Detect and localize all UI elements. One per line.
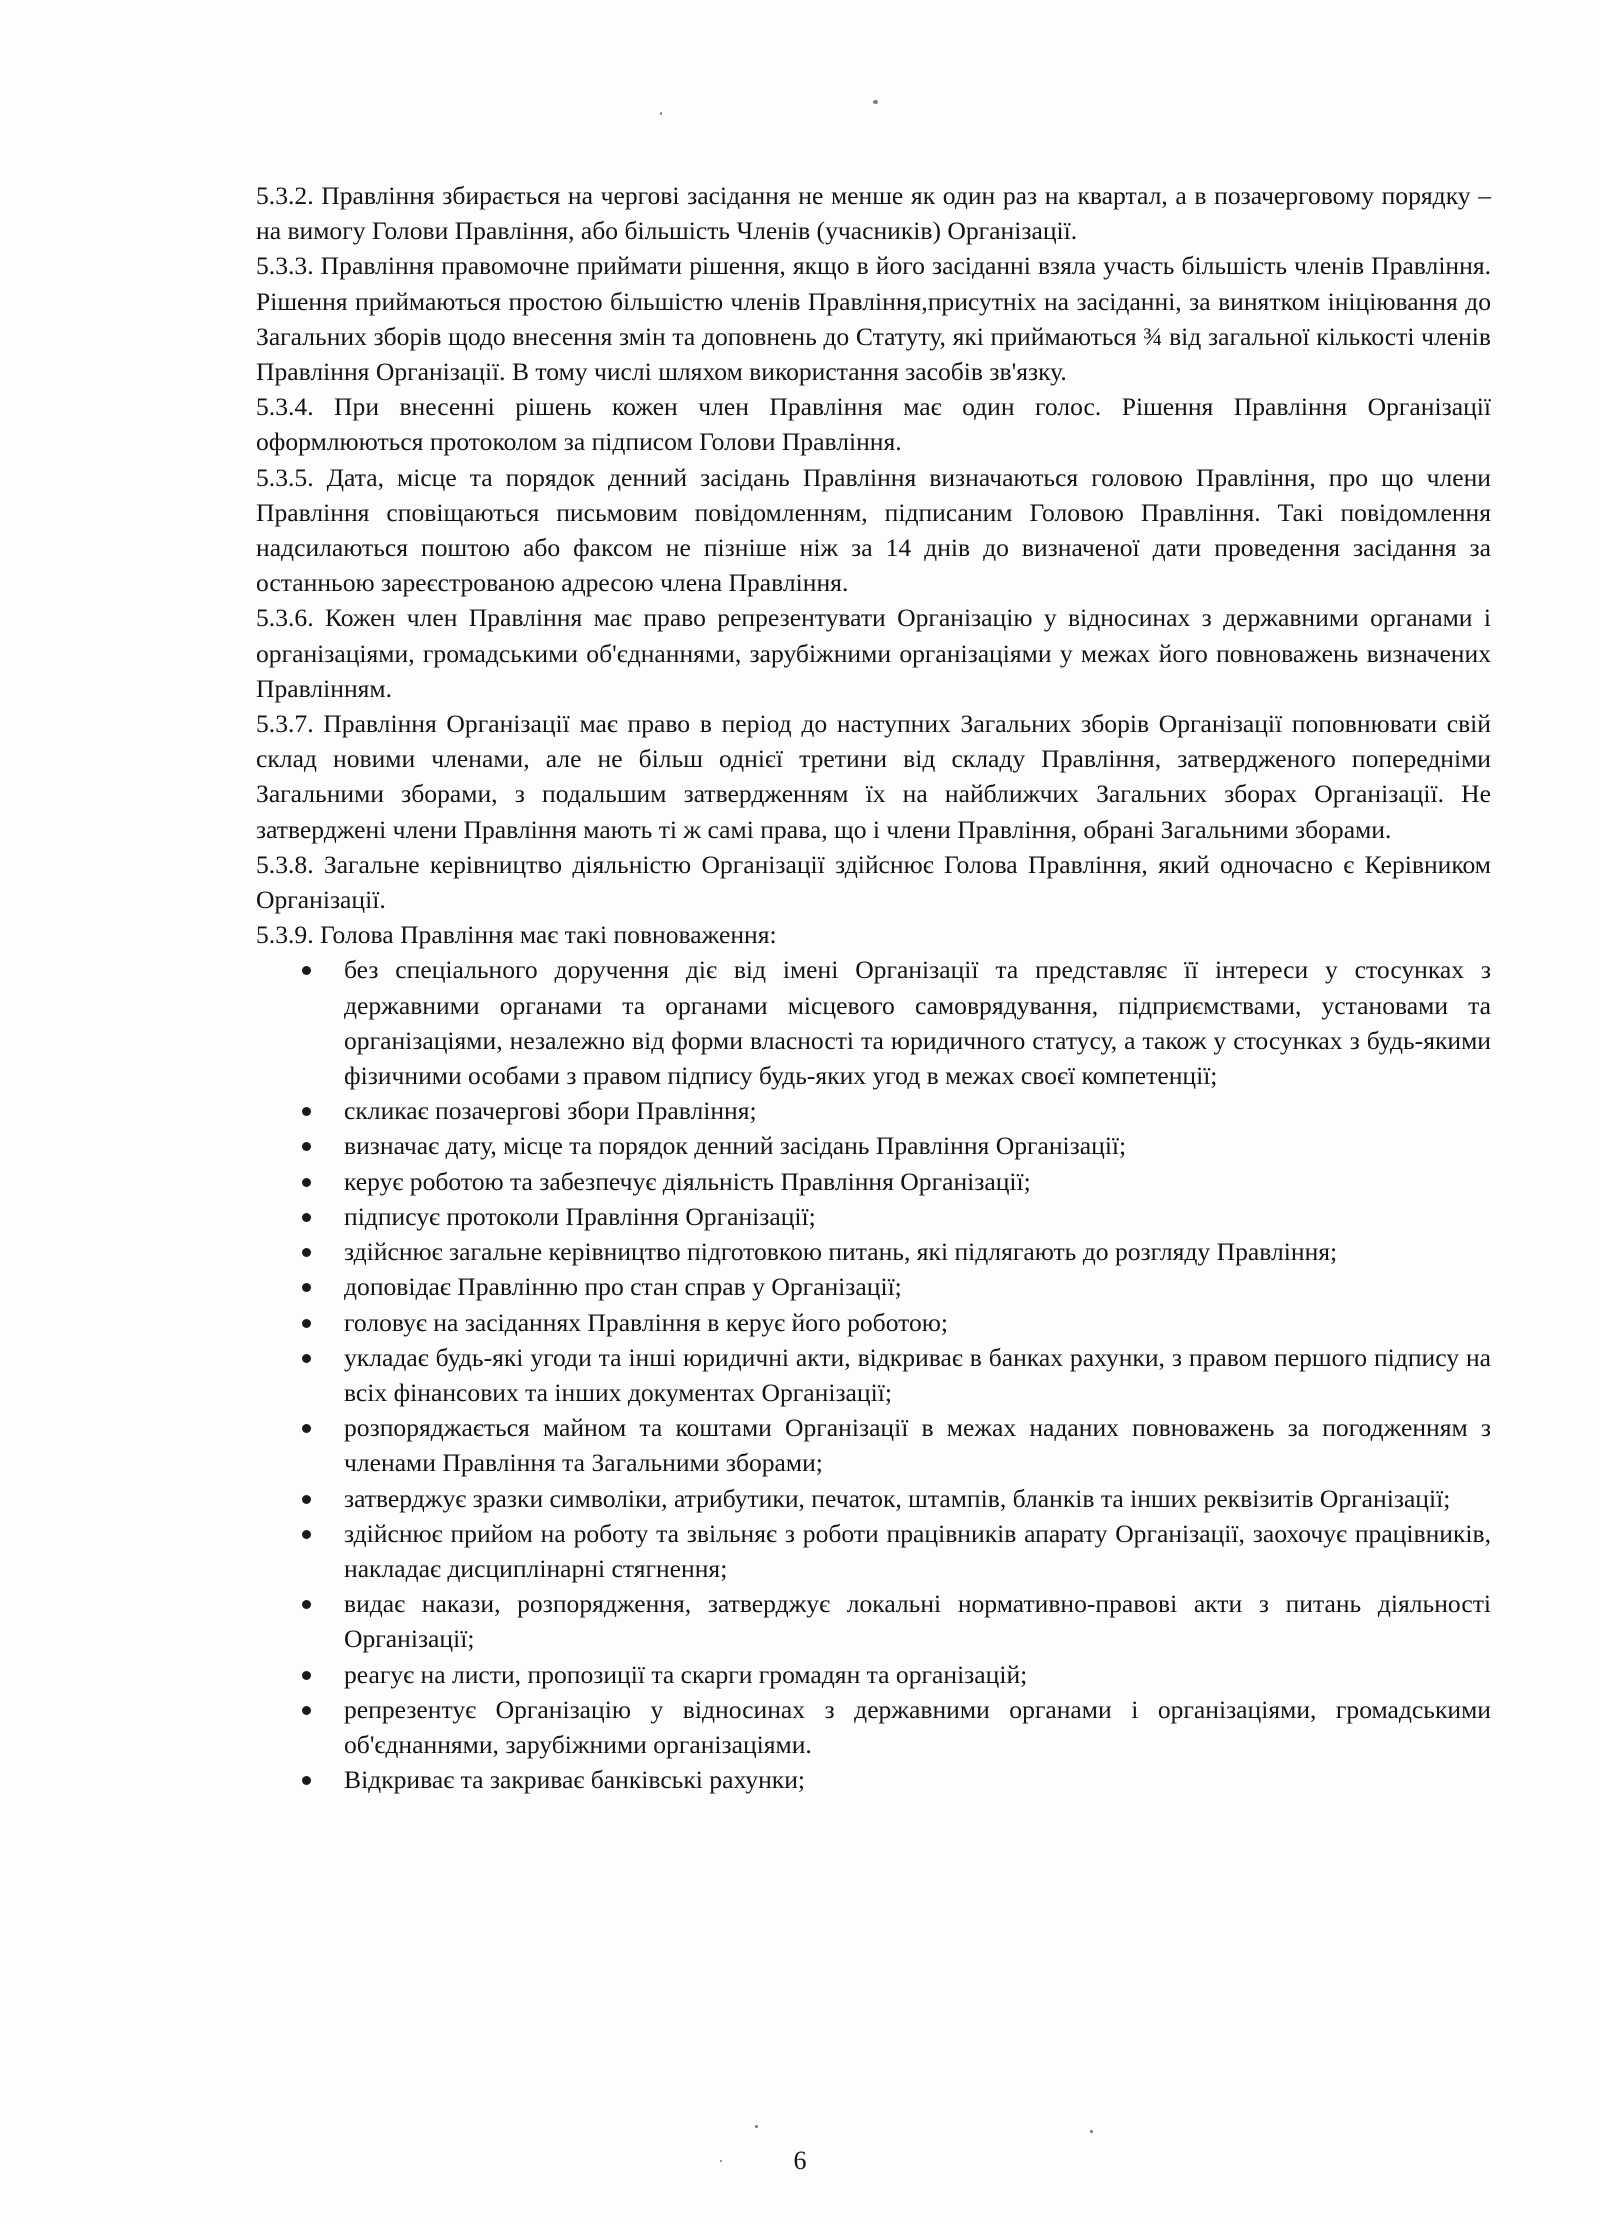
list-item — [256, 1128, 1491, 1163]
page-number: 6 — [793, 2146, 807, 2175]
powers-list — [256, 952, 1491, 1797]
list-item-text: видає накази, розпорядження, затверджує локальні нормативно-правові акти з питань діяльності Організації; — [344, 1589, 1491, 1654]
list-item — [256, 1305, 1491, 1340]
list-item — [256, 1481, 1491, 1516]
bullet-icon — [302, 1671, 311, 1680]
bullet-icon — [302, 1706, 311, 1715]
list-item-text: керує роботою та забезпечує діяльність Правління Організації; — [344, 1166, 1031, 1196]
paragraph-5-3-6: 5.3.6. Кожен член Правління має право репрезентувати Організацію у відносинах з державними органами і організаціями, громадськими об'єднаннями, зарубіжними організаціями у межах його повноважень визначених Правлінням. — [256, 603, 1491, 703]
paragraph-5-3-9: 5.3.9. Голова Правління має такі повноваження: — [256, 920, 777, 950]
list-item-text: доповідає Правлінню про стан справ у Організації; — [344, 1272, 902, 1302]
list-item-text: затверджує зразки символіки, атрибутики, печаток, штампів, бланків та інших реквізитів Організації; — [344, 1483, 1451, 1513]
scan-speck — [873, 100, 878, 104]
bullet-icon — [302, 1530, 311, 1539]
bullet-icon — [302, 1495, 311, 1504]
bullet-icon — [302, 1354, 311, 1363]
bullet-icon — [302, 1178, 311, 1187]
list-item-text: визначає дату, місце та порядок денний засідань Правління Організації; — [344, 1131, 1127, 1161]
list-item-text: Відкриває та закриває банківські рахунки; — [344, 1765, 806, 1795]
bullet-icon — [302, 1248, 311, 1257]
bullet-icon — [302, 1213, 311, 1222]
paragraph-5-3-5: 5.3.5. Дата, місце та порядок денний засідань Правління визначаються головою Правління, про що члени Правління сповіщаються письмовим повідомленням, підписаним Головою Правління. Такі повідомлення надсилаються поштою або факсом не пізніше ніж за 14 днів до визначеної дати проведення засідання за останньою зареєстрованою адресою члена Правління. — [256, 462, 1491, 598]
document-body — [256, 178, 1491, 1797]
list-item-text: скликає позачергові збори Правління; — [344, 1096, 757, 1126]
list-item — [256, 952, 1491, 1093]
list-item-text: без спеціального доручення діє від імені Організації та представляє її інтереси у стосунках з державними органами та органами місцевого самоврядування, підприємствами, установами та організаціями, незалежно від форми власності та юридичного статусу, а також у стосунках з будь-якими фізичними особами з правом підпису будь-яких угод в межах своєї компетенції; — [344, 955, 1491, 1091]
list-item — [256, 1516, 1491, 1586]
list-item — [256, 1692, 1491, 1762]
scan-speck — [755, 2125, 758, 2128]
list-item — [256, 1199, 1491, 1234]
list-item-text: підписує протоколи Правління Організації; — [344, 1201, 816, 1231]
bullet-icon — [302, 966, 311, 975]
list-item-text: головує на засіданнях Правління в керує його роботою; — [344, 1307, 949, 1337]
list-item-text: реагує на листи, пропозиції та скарги громадян та організацій; — [344, 1659, 1028, 1689]
list-item-text: розпоряджається майном та коштами Організації в межах наданих повноважень за погодженням з членами Правління та Загальними зборами; — [344, 1413, 1491, 1478]
bullet-icon — [302, 1600, 311, 1609]
scan-speck — [660, 112, 662, 115]
list-item — [256, 1762, 1491, 1797]
list-item — [256, 1657, 1491, 1692]
bullet-icon — [302, 1283, 311, 1292]
list-item — [256, 1234, 1491, 1269]
list-item-text: здійснює загальне керівництво підготовкою питань, які підлягають до розгляду Правління; — [344, 1237, 1338, 1267]
list-item — [256, 1340, 1491, 1410]
bullet-icon — [302, 1107, 311, 1116]
bullet-icon — [302, 1319, 311, 1328]
paragraph-5-3-7: 5.3.7. Правління Організації має право в період до наступних Загальних зборів Організації поповнювати свій склад новими членами, але не більш однієї третини від складу Правління, затвердженого попередніми Загальними зборами, з подальшим затвердженням їх на найближчих Загальних зборах Організації. Не затверджені члени Правління мають ті ж самі права, що і члени Правління, обрані Загальними зборами. — [256, 709, 1491, 844]
list-item — [256, 1093, 1491, 1128]
paragraph-5-3-8: 5.3.8. Загальне керівництво діяльністю Організації здійснює Голова Правління, який одночасно є Керівником Організації. — [256, 849, 1491, 915]
list-item-text: укладає будь-які угоди та інші юридичні акти, відкриває в банках рахунки, з правом першого підпису на всіх фінансових та інших документах Організації; — [344, 1342, 1491, 1407]
list-item-text: репрезентує Організацію у відносинах з державними органами і організаціями, громадськими об'єднаннями, зарубіжними організаціями. — [344, 1694, 1491, 1759]
list-item — [256, 1269, 1491, 1304]
bullet-icon — [302, 1142, 311, 1151]
scan-speck — [1090, 2130, 1093, 2133]
paragraph-5-3-4: 5.3.4. При внесенні рішень кожен член Правління має один голос. Рішення Правління Організації оформлюються протоколом за підписом Голови Правління. — [256, 392, 1491, 457]
list-item — [256, 1164, 1491, 1199]
bullet-icon — [302, 1424, 311, 1433]
bullet-icon — [302, 1776, 311, 1785]
list-item — [256, 1410, 1491, 1480]
paragraph-5-3-2: 5.3.2. Правління збирається на чергові засідання не менше як один раз на квартал, а в позачерговому порядку – на вимогу Голови Правління, або більшість Членів (учасників) Організації. — [256, 181, 1491, 246]
list-item — [256, 1586, 1491, 1656]
paragraph-5-3-3: 5.3.3. Правління правомочне приймати рішення, якщо в його засіданні взяла участь більшість членів Правління. Рішення приймаються простою більшістю членів Правління,присутніх на засіданні, за винятком ініціювання до Загальних зборів щодо внесення змін та доповнень до Статуту, які приймаються ¾ від загальної кількості членів Правління Організації. В тому числі шляхом використання засобів зв'язку. — [256, 251, 1491, 387]
list-item-text: здійснює прийом на роботу та звільняє з роботи працівників апарату Організації, заохочує працівників, накладає дисциплінарні стягнення; — [344, 1518, 1491, 1583]
